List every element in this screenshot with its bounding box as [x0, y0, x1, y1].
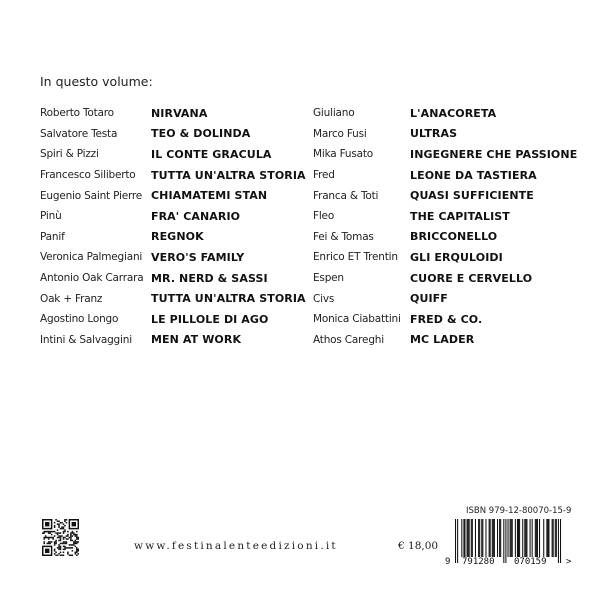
contents-entry — [313, 227, 577, 248]
barcode-digits-right: 070159 — [514, 557, 547, 567]
entry-title: FRED & CO. — [410, 312, 483, 326]
contents-entry — [313, 247, 577, 268]
contents-entry — [313, 330, 577, 351]
entry-title: MC LADER — [410, 333, 475, 347]
entry-author: Enrico ET Trentin — [313, 251, 398, 264]
contents-column-left — [40, 103, 306, 350]
entry-author: Francesco Siliberto — [40, 169, 136, 182]
entry-title: FRA' CANARIO — [151, 209, 241, 223]
entry-title: VERO'S FAMILY — [151, 250, 245, 264]
entry-title: QUIFF — [410, 292, 448, 306]
entry-author: Fei & Tomas — [313, 230, 374, 243]
entry-title: LEONE DA TASTIERA — [410, 168, 537, 182]
entry-author: Franca & Toti — [313, 189, 379, 202]
entry-title: MR. NERD & SASSI — [151, 271, 268, 285]
entry-author: Monica Ciabattini — [313, 313, 401, 326]
price-label: € 18,00 — [398, 540, 439, 552]
barcode-digit-first: 9 — [445, 557, 451, 567]
contents-entry — [313, 288, 577, 309]
entry-author: Roberto Totaro — [40, 107, 114, 120]
entry-title: REGNOK — [151, 230, 204, 244]
entry-title: NIRVANA — [151, 106, 208, 120]
barcode-marker: > — [566, 557, 572, 567]
publisher-website: www.festinalenteedizioni.it — [134, 540, 338, 552]
entry-author: Athos Careghi — [313, 333, 384, 346]
entry-title: CUORE E CERVELLO — [410, 271, 533, 285]
contents-entry — [40, 124, 306, 145]
entry-title: THE CAPITALIST — [410, 209, 510, 223]
entry-author: Fleo — [313, 210, 335, 223]
entry-title: ULTRAS — [410, 127, 458, 141]
isbn-label: ISBN 979-12-80070-15-9 — [466, 506, 572, 516]
contents-entry — [313, 124, 577, 145]
entry-author: Antonio Oak Carrara — [40, 272, 144, 285]
contents-entry — [313, 165, 577, 186]
entry-title: LE PILLOLE DI AGO — [151, 312, 269, 326]
entry-author: Agostino Longo — [40, 313, 119, 326]
entry-title: TUTTA UN'ALTRA STORIA — [151, 292, 306, 306]
entry-author: Intini & Salvaggini — [40, 333, 132, 346]
entry-title: TEO & DOLINDA — [151, 127, 251, 141]
contents-entry — [40, 309, 306, 330]
contents-entry — [313, 185, 577, 206]
entry-author: Veronica Palmegiani — [40, 251, 143, 264]
entry-author: Espen — [313, 272, 344, 285]
contents-entry — [40, 144, 306, 165]
entry-title: QUASI SUFFICIENTE — [410, 189, 534, 203]
contents-entry — [40, 268, 306, 289]
contents-entry — [313, 268, 577, 289]
contents-entry — [40, 330, 306, 351]
entry-author: Civs — [313, 292, 335, 305]
contents-entry — [40, 247, 306, 268]
contents-entry — [40, 103, 306, 124]
contents-entry — [40, 206, 306, 227]
contents-entry — [313, 206, 577, 227]
entry-title: CHIAMATEMI STAN — [151, 189, 268, 203]
entry-author: Giuliano — [313, 107, 355, 120]
qr-code-icon — [42, 519, 79, 556]
entry-author: Fred — [313, 169, 335, 182]
entry-title: GLI ERQULOIDI — [410, 250, 503, 264]
entry-title: TUTTA UN'ALTRA STORIA — [151, 168, 306, 182]
entry-title: L'ANACORETA — [410, 106, 497, 120]
entry-author: Pinù — [40, 210, 62, 223]
entry-author: Salvatore Testa — [40, 127, 118, 140]
contents-entry — [313, 103, 577, 124]
barcode-digits-left: 791280 — [462, 557, 495, 567]
contents-heading: In questo volume: — [40, 74, 153, 89]
contents-entry — [313, 144, 577, 165]
contents-entry — [40, 288, 306, 309]
entry-author: Marco Fusi — [313, 127, 367, 140]
entry-author: Spiri & Pizzi — [40, 148, 99, 161]
contents-column-right — [313, 103, 577, 350]
entry-author: Eugenio Saint Pierre — [40, 189, 143, 202]
entry-title: BRICCONELLO — [410, 230, 498, 244]
entry-title: MEN AT WORK — [151, 333, 242, 347]
entry-author: Panif — [40, 230, 65, 243]
entry-author: Mika Fusato — [313, 148, 374, 161]
contents-entry — [40, 185, 306, 206]
entry-author: Oak + Franz — [40, 292, 103, 305]
entry-title: IL CONTE GRACULA — [151, 147, 272, 161]
contents-entry — [40, 227, 306, 248]
contents-entry — [313, 309, 577, 330]
contents-entry — [40, 165, 306, 186]
entry-title: INGEGNERE CHE PASSIONE — [410, 147, 578, 161]
